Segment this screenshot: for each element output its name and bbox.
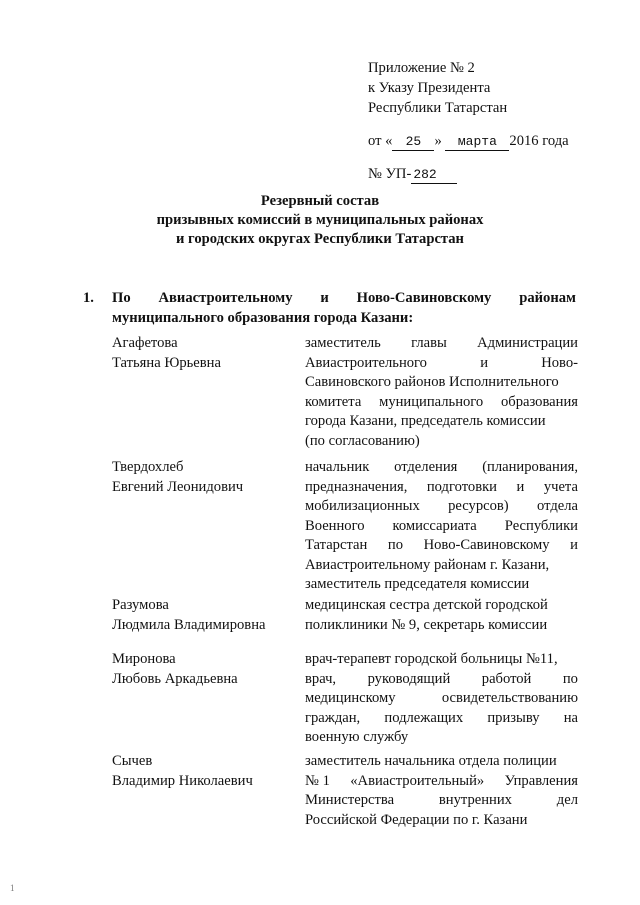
date-year: 2016 года xyxy=(509,133,569,149)
member-given-names: Евгений Леонидович xyxy=(112,478,244,495)
member-role xyxy=(305,752,578,830)
role-line: врач, руководящий работой по xyxy=(305,670,578,687)
document-title xyxy=(60,192,580,249)
role-line: граждан, подлежащих призыву на xyxy=(305,709,578,726)
section-heading xyxy=(83,288,576,328)
role-line: поликлиники № 9, секретарь комиссии xyxy=(305,616,548,633)
role-line: предназначения, подготовки и учета xyxy=(305,478,578,495)
role-line: города Казани, председатель комиссии xyxy=(305,413,546,429)
appendix-number xyxy=(368,164,618,184)
member-given-names: Татьяна Юрьевна xyxy=(112,354,221,371)
section-number: 1. xyxy=(83,290,94,306)
member-role xyxy=(305,650,578,748)
number-prefix: № УП- xyxy=(368,166,412,182)
member-surname: Сычев xyxy=(112,753,153,769)
appendix-line-2: к Указу Президента xyxy=(368,80,491,96)
role-line: Российской Федерации по г. Казани xyxy=(305,811,528,828)
appendix-date xyxy=(368,131,618,151)
role-line: заместитель главы Администрации xyxy=(305,335,578,351)
role-line: Татарстан по Ново-Савиновскому и xyxy=(305,537,578,553)
title-line-3: и городских округах Республики Татарстан xyxy=(176,231,464,247)
date-prefix: от « xyxy=(368,133,393,149)
date-quote-close: » xyxy=(434,133,442,149)
role-line: заместитель председателя комиссии xyxy=(305,576,530,592)
member-name xyxy=(112,334,292,373)
section-line-2: муниципального образования города Казани: xyxy=(112,310,414,326)
appendix-line-1: Приложение № 2 xyxy=(368,60,475,76)
title-line-2: призывных комиссий в муниципальных районах xyxy=(156,212,484,228)
date-month: марта xyxy=(445,134,509,151)
role-line: Военного комиссариата Республики xyxy=(305,517,578,534)
role-line: (по согласованию) xyxy=(305,432,420,449)
member-surname: Миронова xyxy=(112,651,176,667)
member-name xyxy=(112,458,292,497)
role-line: № 1 «Авиастроительный» Управления xyxy=(305,772,578,789)
role-line: медицинскому освидетельствованию xyxy=(305,690,578,706)
section-line-1: По Авиастроительному и Ново-Савиновскому районам xyxy=(112,290,576,306)
role-line: военную службу xyxy=(305,729,409,745)
role-line: заместитель начальника отдела полиции xyxy=(305,753,557,769)
member-name xyxy=(112,596,292,635)
appendix-line-3: Республики Татарстан xyxy=(368,100,508,116)
role-line: начальник отделения (планирования, xyxy=(305,459,578,475)
role-line: врач-терапевт городской больницы №11, xyxy=(305,651,558,667)
member-surname: Агафетова xyxy=(112,335,178,351)
appendix-block xyxy=(368,58,618,184)
role-line: Авиастроительному районам г. Казани, xyxy=(305,556,550,573)
member-given-names: Владимир Николаевич xyxy=(112,772,253,789)
member-surname: Разумова xyxy=(112,597,169,613)
member-role xyxy=(305,458,578,595)
role-line: Министерства внутренних дел xyxy=(305,792,578,808)
role-line: мобилизационных ресурсов) отдела xyxy=(305,498,578,514)
member-role xyxy=(305,334,578,451)
corner-mark: 1 xyxy=(10,883,15,893)
member-name xyxy=(112,650,292,689)
member-surname: Твердохлеб xyxy=(112,459,184,475)
member-role xyxy=(305,596,578,635)
decree-number: 282 xyxy=(411,167,457,184)
role-line: Савиновского районов Исполнительного xyxy=(305,374,559,390)
date-day: 25 xyxy=(392,134,434,151)
member-given-names: Любовь Аркадьевна xyxy=(112,670,238,687)
title-line-1: Резервный состав xyxy=(260,193,380,209)
role-line: Авиастроительного и Ново- xyxy=(305,354,578,371)
member-name xyxy=(112,752,292,791)
member-given-names: Людмила Владимировна xyxy=(112,616,266,633)
role-line: медицинская сестра детской городской xyxy=(305,597,548,613)
role-line: комитета муниципального образования xyxy=(305,393,578,410)
